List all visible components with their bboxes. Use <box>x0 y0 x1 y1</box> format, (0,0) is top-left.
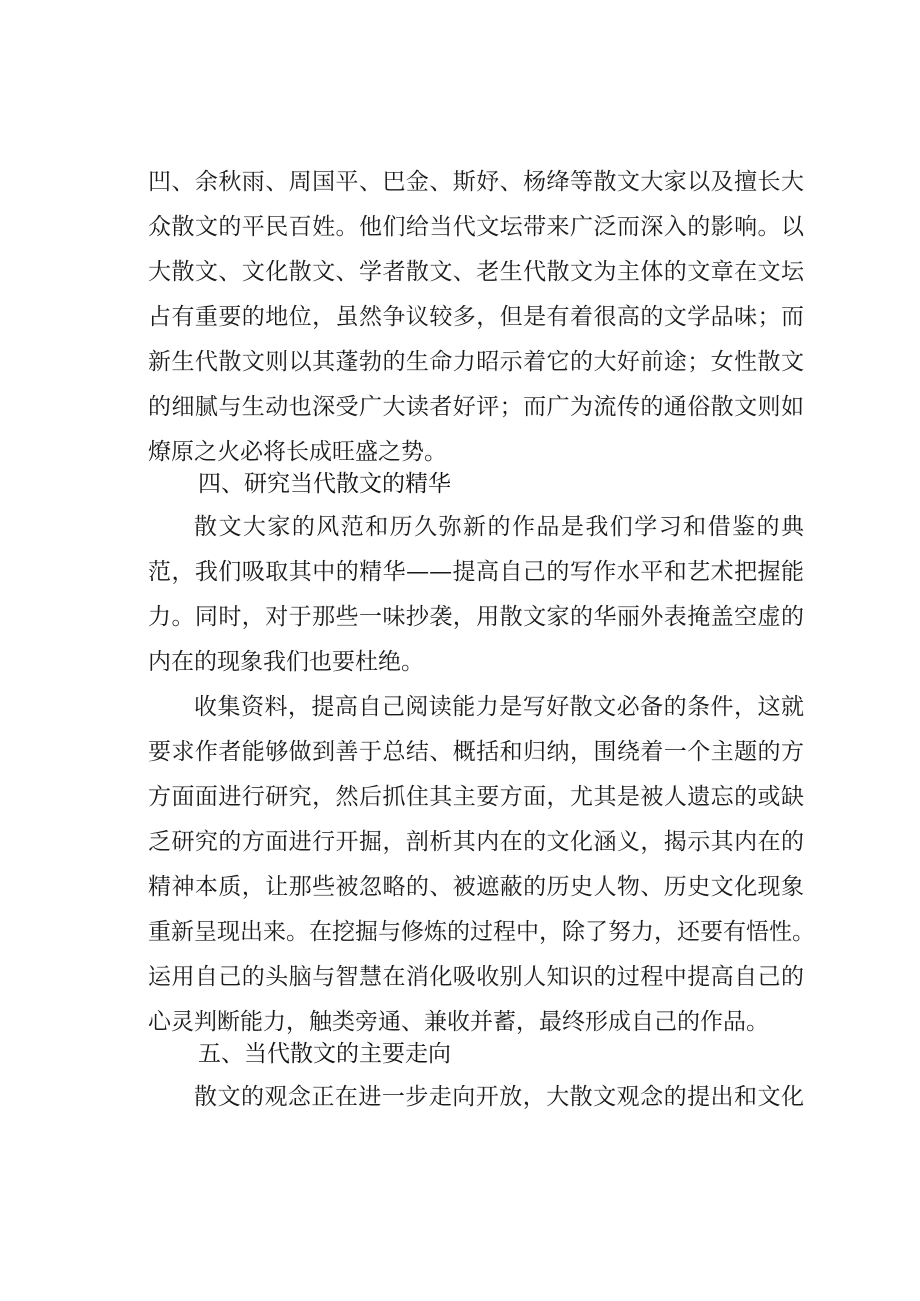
text-line: 占有重要的地位，虽然争议较多，但是有着很高的文学品味；而 <box>148 304 804 330</box>
text-line: 重新呈现出来。在挖掘与修炼的过程中，除了努力，还要有悟性。 <box>148 919 815 945</box>
text-line: 新生代散文则以其蓬勃的生命力昭示着它的大好前途；女性散文 <box>148 349 804 375</box>
text-line: 散文的观念正在进一步走向开放，大散文观念的提出和文化 <box>194 1084 804 1110</box>
text-line: 燎原之火必将长成旺盛之势。 <box>148 439 447 465</box>
text-line: 凹、余秋雨、周国平、巴金、斯妤、杨绛等散文大家以及擅长大 <box>148 169 804 195</box>
text-line: 内在的现象我们也要杜绝。 <box>148 649 424 675</box>
text-line: 众散文的平民百姓。他们给当代文坛带来广泛而深入的影响。以 <box>148 214 804 240</box>
text-line: 大散文、文化散文、学者散文、老生代散文为主体的文章在文坛 <box>148 259 804 285</box>
text-line: 方面面进行研究，然后抓住其主要方面，尤其是被人遗忘的或缺 <box>148 784 804 810</box>
text-line: 力。同时，对于那些一味抄袭，用散文家的华丽外表掩盖空虚的 <box>148 604 804 630</box>
text-line: 运用自己的头脑与智慧在消化吸收别人知识的过程中提高自己的 <box>148 964 804 990</box>
text-line: 范，我们吸取其中的精华——提高自己的写作水平和艺术把握能 <box>148 559 804 585</box>
text-line: 收集资料，提高自己阅读能力是写好散文必备的条件，这就 <box>194 694 804 720</box>
section-heading: 四、研究当代散文的精华 <box>198 471 451 497</box>
text-line: 精神本质，让那些被忽略的、被遮蔽的历史人物、历史文化现象 <box>148 874 804 900</box>
text-line: 要求作者能够做到善于总结、概括和归纳，围绕着一个主题的方 <box>148 739 804 765</box>
text-line: 乏研究的方面进行开掘，剖析其内在的文化涵义，揭示其内在的 <box>148 829 804 855</box>
text-line: 的细腻与生动也深受广大读者好评；而广为流传的通俗散文则如 <box>148 394 804 420</box>
section-heading: 五、当代散文的主要走向 <box>198 1041 451 1067</box>
text-line: 心灵判断能力，触类旁通、兼收并蓄，最终形成自己的作品。 <box>148 1009 769 1035</box>
text-line: 散文大家的风范和历久弥新的作品是我们学习和借鉴的典 <box>194 514 804 540</box>
